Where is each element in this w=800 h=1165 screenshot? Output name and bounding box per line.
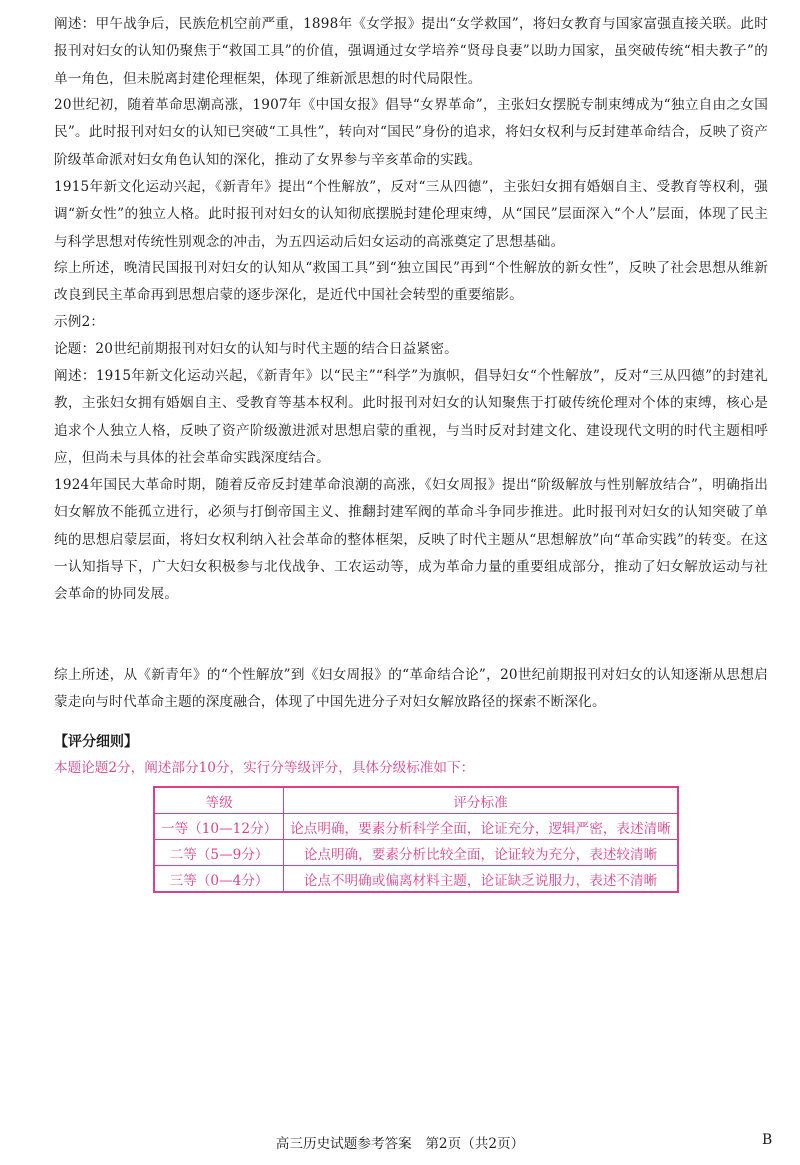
scoring-intro: 本题论题2分，阐述部分10分，实行分等级评分，具体分级标准如下： <box>54 760 475 776</box>
table-header-row <box>154 787 678 814</box>
table-row <box>154 866 678 893</box>
paragraph-1924: 1924年国民大革命时期，随着反帝反封建革命浪潮的高涨，《妇女周报》提出“阶级解放与性别解放结合”，明确指出妇女解放不能孤立进行，必须与打倒帝国主义、推翻封建军阀的革命斗争同步推进。此时报刊对妇女的认知突破了单纯的思想启蒙层面，将妇女权利纳入社会革命的整体框架，反映了时代主题从“思想解放”向“革命实践”的转变。在这一认知指导下，广大妇女积极参与北伐战争、工农运动等，成为革命力量的重要组成部分，推动了妇女解放运动与社会革命的协同发展。 <box>54 477 768 603</box>
example-2-label: 示例2： <box>54 314 105 330</box>
table-row <box>154 840 678 866</box>
paragraph-elaboration-1915: 阐述：1915年新文化运动兴起，《新青年》以“民主”“科学”为旗帜，倡导妇女“个性解放”，反对“三从四德”的封建礼教，主张妇女拥有婚姻自主、受教育等基本权利。此时报刊对妇女的认知聚焦于打破传统伦理对个体的束缚，核心是追求个人独立人格，反映了资产阶级激进派对思想启蒙的重视，与当时反对封建文化、建设现代文明的时代主题相呼应，但尚未与具体的社会革命实践深度结合。 <box>54 368 768 466</box>
grade-cell: 三等（0—4分） <box>154 866 284 893</box>
paragraph-summary-1: 综上所述，晚清民国报刊对妇女的认知从“救国工具”到“独立国民”再到“个性解放的新女性”，反映了社会思想从维新改良到民主革命再到思想启蒙的逐步深化，是近代中国社会转型的重要缩影。 <box>54 260 768 304</box>
paragraph-1915: 1915年新文化运动兴起，《新青年》提出“个性解放”，反对“三从四德”，主张妇女拥有婚姻自主、受教育等权利，强调“新女性”的独立人格。此时报刊对妇女的认知彻底摆脱封建伦理束缚，从“国民”层面深入“个人”层面，体现了民主与科学思想对传统性别观念的冲击，为五四运动后妇女运动的高涨奠定了思想基础。 <box>54 179 768 250</box>
criteria-cell: 论点不明确或偏离材料主题，论证缺乏说服力，表述不清晰 <box>284 866 678 893</box>
thesis-statement: 论题：20世纪前期报刊对妇女的认知与时代主题的结合日益紧密。 <box>54 341 458 357</box>
criteria-cell: 论点明确，要素分析科学全面，论证充分，逻辑严密，表述清晰 <box>284 814 678 840</box>
table-header-grade: 等级 <box>154 787 284 814</box>
scoring-heading: 【评分细则】 <box>54 734 138 750</box>
grade-cell: 一等（10—12分） <box>154 814 284 840</box>
page-footer: 高三历史试题参考答案 第2页（共2页） <box>275 1136 525 1152</box>
grade-cell: 二等（5—9分） <box>154 840 284 866</box>
paragraph-1907: 20世纪初，随着革命思潮高涨，1907年《中国女报》倡导“女界革命”，主张妇女摆脱专制束缚成为“独立自由之女国民”。此时报刊对妇女的认知已突破“工具性”，转向对“国民”身份的追求，将妇女权利与反封建革命结合，反映了资产阶级革命派对妇女角色认知的深化，推动了女界参与辛亥革命的实践。 <box>54 97 768 168</box>
paragraph-elaboration-1898: 阐述：甲午战争后，民族危机空前严重，1898年《女学报》提出“女学救国”，将妇女教育与国家富强直接关联。此时报刊对妇女的认知仍聚焦于“救国工具”的价值，强调通过女学培养“贤母良妻”以助力国家，虽突破传统“相夫教子”的单一角色，但未脱离封建伦理框架，体现了维新派思想的时代局限性。 <box>54 16 768 87</box>
scoring-table <box>153 786 679 893</box>
table-row <box>154 814 678 840</box>
criteria-cell: 论点明确，要素分析比较全面，论证较为充分，表述较清晰 <box>284 840 678 866</box>
paragraph-summary-2: 综上所述，从《新青年》的“个性解放”到《妇女周报》的“革命结合论”，20世纪前期报刊对妇女的认知逐渐从思想启蒙走向与时代革命主题的深度融合，体现了中国先进分子对妇女解放路径的探索不断深化。 <box>54 667 768 711</box>
paper-version-mark: B <box>762 1132 773 1148</box>
table-header-criteria: 评分标准 <box>284 787 678 814</box>
